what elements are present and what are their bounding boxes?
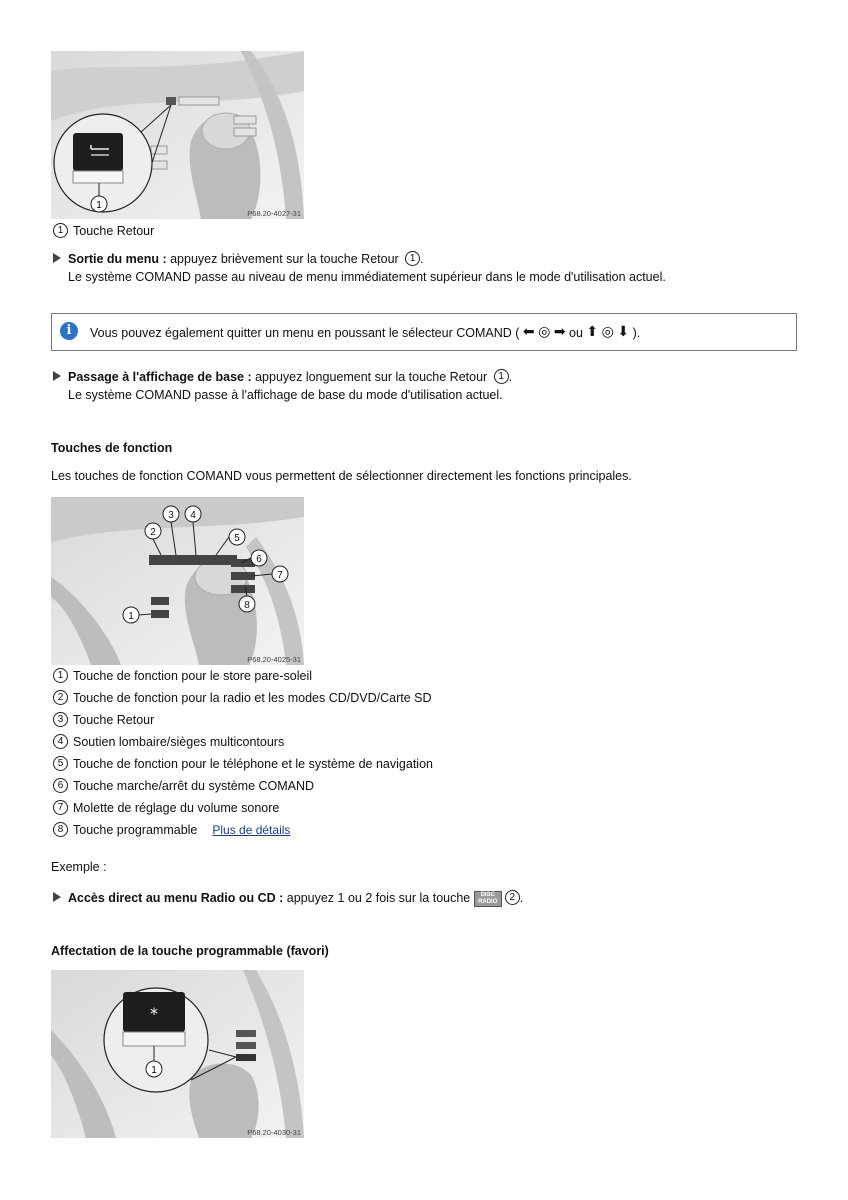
legend-text: Touche marche/arrêt du système COMAND (73, 779, 315, 793)
bullet-exit-menu (53, 250, 666, 286)
legend-item (53, 709, 433, 731)
legend-item (53, 665, 433, 687)
bullet-arrow-icon (53, 253, 61, 263)
bullet-end: . (519, 891, 524, 905)
bullet-text: appuyez brièvement sur la touche Retour (166, 252, 403, 266)
example-label: Exemple : (51, 860, 107, 874)
number-badge: 6 (53, 778, 68, 793)
legend-text: Touche de fonction pour le store pare-soleil (73, 669, 313, 683)
legend-text: Touche de fonction pour le téléphone et le système de navigation (73, 757, 433, 771)
info-end: ). (632, 325, 641, 340)
number-badge: 7 (53, 800, 68, 815)
disc-radio-button-icon (474, 891, 502, 907)
legend-text: Touche Retour (73, 713, 155, 727)
controller-icon: ◎ (538, 323, 551, 339)
legend-item (53, 731, 433, 753)
image-function-keys (51, 497, 304, 665)
callout-4: 4 (190, 510, 196, 521)
console-illustration-2 (51, 497, 304, 665)
number-badge: 8 (53, 822, 68, 837)
number-badge: 2 (505, 890, 520, 905)
callout-6: 6 (256, 554, 262, 565)
callout-5: 5 (234, 533, 240, 544)
info-text (90, 325, 640, 342)
legend-item (53, 753, 433, 775)
image-caption: P68.20-4030-31 (247, 1128, 301, 1137)
legend-back-button (53, 220, 154, 242)
bullet-arrow-icon (53, 892, 61, 902)
bullet-direct-access (53, 889, 523, 907)
callout-2: 2 (150, 527, 156, 538)
number-badge: 1 (405, 251, 420, 266)
number-badge: 1 (53, 668, 68, 683)
arrow-left-icon: ⬅ (522, 323, 535, 339)
callout-8: 8 (244, 600, 250, 611)
number-badge: 2 (53, 690, 68, 705)
image-caption: P68.20-4025-31 (247, 655, 301, 664)
arrow-up-icon: ⬆ (586, 323, 599, 339)
console-illustration-1 (51, 51, 304, 219)
section-heading: Affectation de la touche programmable (favori) (51, 944, 329, 958)
info-icon: i (60, 322, 78, 340)
bullet-arrow-icon (53, 371, 61, 381)
section-heading: Touches de fonction (51, 441, 173, 455)
image-favorite-key (51, 970, 304, 1138)
info-or: ou (569, 325, 587, 340)
number-badge: 5 (53, 756, 68, 771)
callout-1: 1 (151, 1065, 157, 1076)
bullet-bold: Accès direct au menu Radio ou CD : (68, 891, 284, 905)
bullet-text: appuyez longuement sur la touche Retour (251, 370, 491, 384)
callout-7: 7 (277, 570, 283, 581)
image-caption: P68.20-4027-31 (247, 209, 301, 218)
arrow-right-icon: ➡ (553, 323, 566, 339)
image-back-button (51, 51, 304, 219)
number-badge: 3 (53, 712, 68, 727)
radio-label: RADIO (478, 898, 498, 905)
disc-label: DISC (480, 891, 495, 898)
legend-item (53, 775, 433, 797)
callout-1: 1 (96, 200, 102, 211)
legend-text: Soutien lombaire/sièges multicontours (73, 735, 285, 749)
info-box (51, 313, 797, 351)
bullet-base-display (53, 368, 512, 404)
section-intro: Les touches de fonction COMAND vous permettent de sélectionner directement les fonctions principales. (51, 469, 632, 483)
bullet-end: . (508, 370, 513, 384)
bullet-bold: Passage à l'affichage de base : (68, 370, 252, 384)
legend-item (53, 819, 433, 841)
legend-function-keys (53, 665, 433, 841)
legend-text: Touche de fonction pour la radio et les modes CD/DVD/Carte SD (73, 691, 432, 705)
info-text-main: Vous pouvez également quitter un menu en poussant le sélecteur COMAND ( (90, 325, 520, 340)
controller-icon: ◎ (601, 323, 614, 339)
number-badge: 4 (53, 734, 68, 749)
console-illustration-3 (51, 970, 304, 1138)
legend-item (53, 797, 433, 819)
bullet-line2: Le système COMAND passe au niveau de menu immédiatement supérieur dans le mode d'utilisation actuel. (68, 270, 666, 284)
bullet-text: appuyez 1 ou 2 fois sur la touche (283, 891, 474, 905)
number-badge: 1 (494, 369, 509, 384)
legend-text: Touche Retour (73, 224, 155, 238)
favorite-star-icon: * (150, 1004, 158, 1023)
legend-text: Touche programmable (73, 823, 198, 837)
callout-3: 3 (168, 510, 174, 521)
legend-text: Molette de réglage du volume sonore (73, 801, 280, 815)
arrow-down-icon: ⬇ (617, 323, 630, 339)
bullet-line2: Le système COMAND passe à l'affichage de base du mode d'utilisation actuel. (68, 388, 503, 402)
bullet-end: . (420, 252, 424, 266)
callout-1: 1 (128, 611, 134, 622)
more-details-link[interactable]: Plus de détails (212, 823, 291, 837)
bullet-bold: Sortie du menu : (68, 252, 167, 266)
legend-item (53, 687, 433, 709)
number-badge: 1 (53, 223, 68, 238)
